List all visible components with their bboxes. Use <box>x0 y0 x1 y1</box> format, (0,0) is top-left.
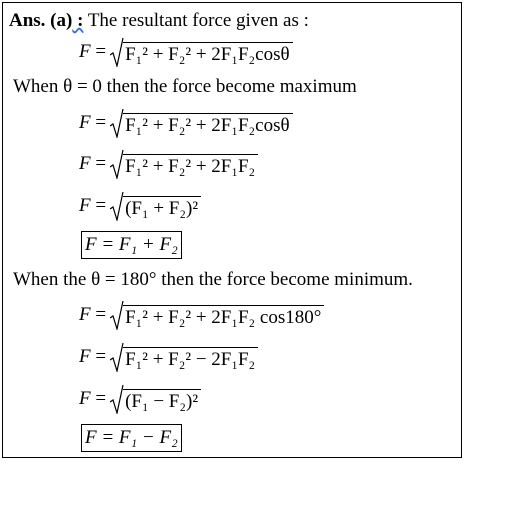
equation-max-step3 <box>79 190 201 222</box>
eq-lhs: F <box>79 346 91 367</box>
answer-colon: : <box>72 10 84 31</box>
eq-operator: = <box>95 304 107 325</box>
equation-resultant-force <box>79 36 293 68</box>
result-text: F = F₁ − F₂ <box>85 427 178 448</box>
heading-text: The resultant force given as : <box>83 10 309 31</box>
answer-box <box>2 2 462 458</box>
square-root <box>110 342 258 372</box>
radicand: (F₁ − F₂)² <box>123 389 201 414</box>
radical-sign-icon <box>110 191 124 221</box>
square-root <box>110 384 201 414</box>
condition-maximum: When θ = 0 then the force become maximum <box>13 76 357 97</box>
radical-sign-icon <box>110 300 124 330</box>
radical-sign-icon <box>110 108 124 138</box>
radicand: F₁² + F₂² + 2F₁F₂cosθ <box>123 113 293 138</box>
eq-operator: = <box>95 41 107 62</box>
eq-lhs: F <box>79 304 91 325</box>
result-maximum-boxed <box>81 231 182 259</box>
result-text: F = F₁ + F₂ <box>85 234 178 255</box>
equation-min-step1 <box>79 299 324 331</box>
eq-lhs: F <box>79 41 91 62</box>
eq-lhs: F <box>79 153 91 174</box>
eq-lhs: F <box>79 112 91 133</box>
square-root <box>110 108 293 138</box>
eq-operator: = <box>95 153 107 174</box>
equation-max-step2 <box>79 148 258 180</box>
radicand: F₁² + F₂² + 2F₁F₂ cos180° <box>123 305 324 330</box>
equation-max-step1 <box>79 107 293 139</box>
radical-sign-icon <box>110 384 124 414</box>
eq-lhs: F <box>79 388 91 409</box>
radical-sign-icon <box>110 342 124 372</box>
answer-heading <box>9 10 309 32</box>
result-minimum-boxed <box>81 424 182 452</box>
radical-sign-icon <box>110 37 124 67</box>
radicand: F₁² + F₂² + 2F₁F₂ <box>123 154 258 179</box>
eq-operator: = <box>95 388 107 409</box>
equation-min-step2 <box>79 341 258 373</box>
square-root <box>110 300 324 330</box>
condition-minimum: When the θ = 180° then the force become minimum. <box>13 269 413 290</box>
eq-operator: = <box>95 346 107 367</box>
eq-lhs: F <box>79 195 91 216</box>
radicand: F₁² + F₂² − 2F₁F₂ <box>123 347 258 372</box>
answer-label: Ans. (a) <box>9 10 73 31</box>
radicand: F₁² + F₂² + 2F₁F₂cosθ <box>123 42 293 67</box>
equation-min-step3 <box>79 383 201 415</box>
eq-operator: = <box>95 195 107 216</box>
eq-operator: = <box>95 112 107 133</box>
square-root <box>110 149 258 179</box>
radical-sign-icon <box>110 149 124 179</box>
radicand: (F₁ + F₂)² <box>123 196 201 221</box>
square-root <box>110 191 201 221</box>
square-root <box>110 37 293 67</box>
